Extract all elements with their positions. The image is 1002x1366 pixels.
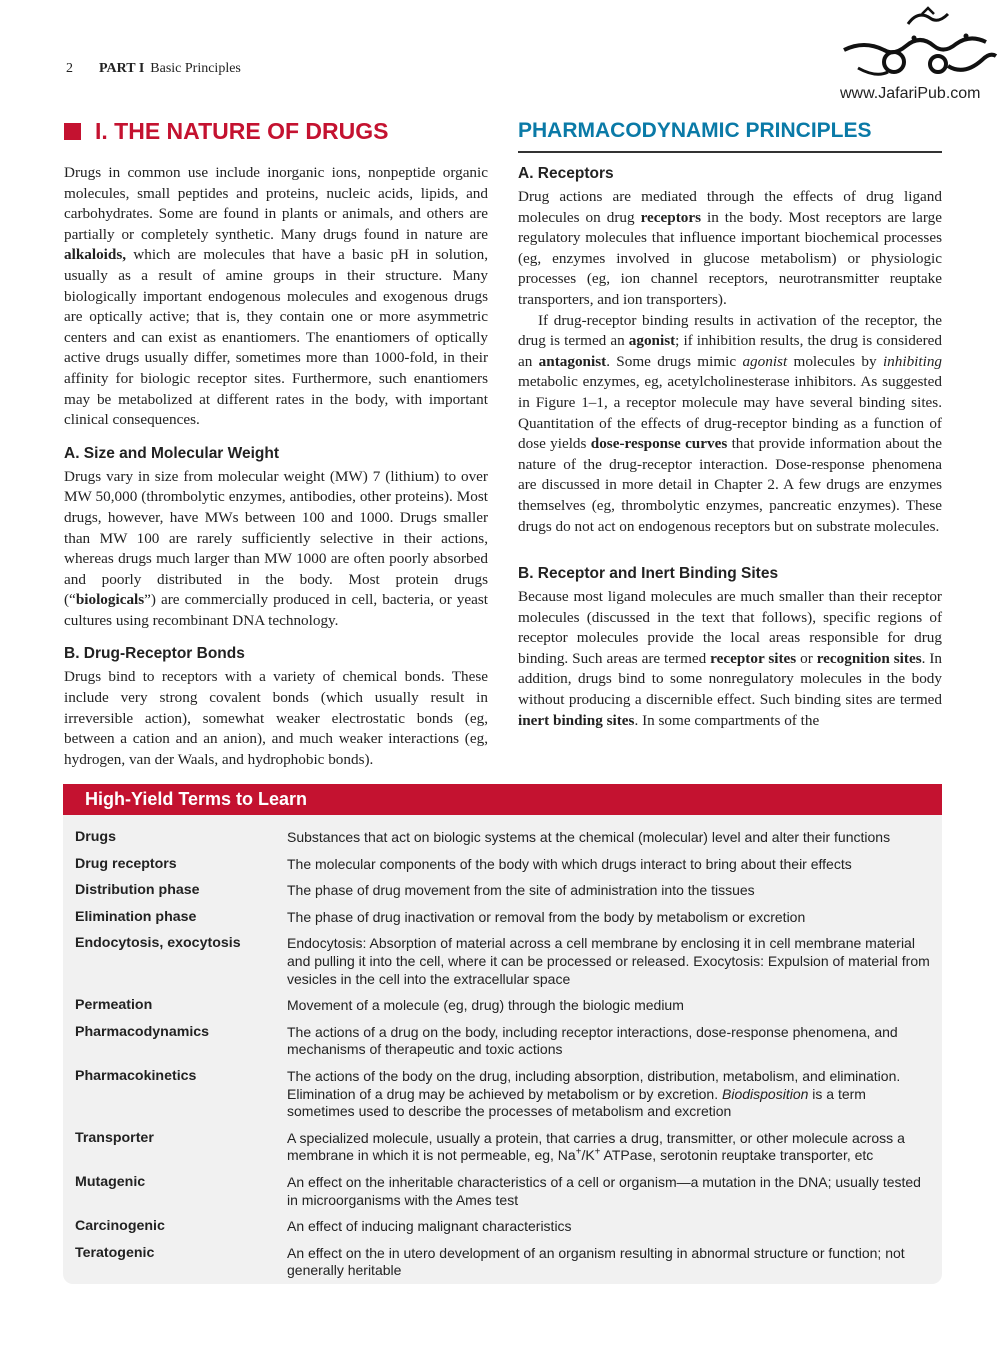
term-definition: The molecular components of the body with which drugs interact to bring about their effects — [287, 855, 852, 872]
term-row — [63, 1024, 942, 1059]
term-definition: The phase of drug movement from the site of administration into the tissues — [287, 882, 755, 899]
page-header — [66, 61, 241, 77]
term-definition: A specialized molecule, usually a protein, that carries a drug, transmitter, or other molecule across a membrane in which it is not permeable, eg, Na+/K+ ATPase, serotonin reuptake transporter, etc — [287, 1129, 905, 1164]
size-weight-paragraph: Drugs vary in size from molecular weight (MW) 7 (lithium) to over MW 50,000 (thrombolytic enzymes, antibodies, other proteins). Most drugs, however, have MWs between 100 and 1000. Drugs smaller than MW 100 are rarely sufficiently selective in their actions, whereas drugs much larger than MW 1000 are often poorly absorbed and poorly distributed in the body. Most protein drugs (“biologicals”) are commercially produced in cell, bacteria, or yeast cultures using recombinant DNA technology. — [64, 467, 488, 629]
term-definition: An effect on the in utero development of an organism resulting in abnormal structure or function; not generally heritable — [287, 1244, 905, 1279]
high-yield-title: High-Yield Terms to Learn — [63, 784, 942, 815]
term-definition: An effect on the inheritable characteristics of a cell or organism—a mutation in the DNA; usually tested in microorganisms with the Ames test — [287, 1173, 921, 1208]
intro-paragraph: Drugs in common use include inorganic ions, nonpeptide organic molecules, small peptides and proteins, nucleic acids, lipids, and carbohydrates. Some are found in plants or animals, and others are partially or completely synthetic. Many drugs found in nature are alkaloids, which are molecules that have a basic pH in solution, usually as a result of amine groups in their structure. Many biologically important endogenous molecules and exogenous drugs are optically active; that is, they contain one or more asymmetric centers and can exist as enantiomers. The enantiomers of optically active drugs usually differ, sometimes more than 1000-fold, in their affinity for biologic receptor sites. Furthermore, such enantiomers may be metabolized at different rates in the body, with important clinical consequences. — [64, 164, 488, 429]
term-definition: An effect of inducing malignant characteristics — [287, 1218, 572, 1235]
term-name: Endocytosis, exocytosis — [75, 935, 241, 952]
term-definition: The phase of drug inactivation or removal from the body by metabolism or excretion — [287, 908, 806, 925]
term-row — [63, 1130, 942, 1165]
high-yield-rows — [63, 815, 942, 1280]
term-name: Teratogenic — [75, 1244, 155, 1261]
part-label: PART I — [99, 61, 145, 76]
subheading-receptors: A. Receptors — [518, 165, 614, 182]
term-name: Pharmacokinetics — [75, 1067, 197, 1084]
subheading-size-weight: A. Size and Molecular Weight — [64, 444, 280, 462]
term-row — [63, 1218, 942, 1236]
term-definition: The actions of the body on the drug, including absorption, distribution, metabolism, and elimination. Elimination of a drug may be achieved by metabolism or by excretion. Biodisposition is a term sometimes used to describe the processes of metabolism and excretion — [287, 1067, 901, 1120]
term-name: Transporter — [75, 1129, 154, 1146]
publisher-logo — [838, 6, 1002, 106]
right-column — [518, 118, 942, 731]
term-definition: Substances that act on biologic systems at the chemical (molecular) level and alter their functions — [287, 829, 891, 845]
page-number: 2 — [66, 61, 73, 76]
term-definition: Movement of a molecule (eg, drug) through the biologic medium — [287, 997, 684, 1014]
binding-sites-paragraph: Because most ligand molecules are much smaller than their receptor molecules (discussed in the text that follows), specific regions of receptor molecules provide the local areas responsible for drug binding. Such areas are termed receptor sites or recognition sites. In addition, drugs bind to some nonregulatory molecules in the body without producing a discernible effect. Such binding sites are termed inert binding sites. In some compartments of the — [518, 588, 943, 729]
subheading-drug-receptor-bonds: B. Drug-Receptor Bonds — [64, 645, 245, 663]
section-title-text: I. THE NATURE OF DRUGS — [95, 118, 389, 144]
term-name: Carcinogenic — [75, 1218, 165, 1235]
term-row — [63, 856, 942, 874]
term-name: Drugs — [75, 829, 116, 845]
term-row — [63, 1068, 942, 1121]
section-title-pharmacodynamic: PHARMACODYNAMIC PRINCIPLES — [518, 118, 942, 153]
term-name: Drug receptors — [75, 855, 177, 872]
term-row — [63, 1174, 942, 1209]
subheading-binding-sites: B. Receptor and Inert Binding Sites — [518, 565, 779, 583]
term-name: Mutagenic — [75, 1173, 146, 1190]
term-row — [63, 997, 942, 1015]
term-row — [63, 1245, 942, 1280]
term-definition: Endocytosis: Absorption of material across a cell membrane by enclosing it in cell membrane material and pulling it into the cell, where it can be processed or released. Exocytosis: Expulsion of material from vesicles in the cell into the extracellular space — [287, 935, 930, 987]
part-title: Basic Principles — [150, 61, 241, 76]
term-row — [63, 882, 942, 900]
section-title-nature-of-drugs — [64, 118, 488, 144]
drug-receptor-bonds-paragraph: Drugs bind to receptors with a variety of chemical bonds. These include very strong covalent bonds (which usually result in irreversible action), somewhat weaker electrostatic bonds (eg, between a cation and an anion), and much weaker interactions (eg, hydrogen, van der Waals, and hydrophobic bonds). — [64, 668, 488, 768]
left-column — [64, 118, 488, 770]
term-definition: The actions of a drug on the body, including receptor interactions, dose-response phenomena, and mechanisms of therapeutic and toxic actions — [287, 1023, 898, 1058]
term-row — [63, 829, 942, 847]
term-name: Distribution phase — [75, 882, 200, 899]
receptors-paragraph-1: Drug actions are mediated through the effects of drug ligand molecules on drug receptors in the body. Most receptors are large regulatory molecules that influence important biochemical processes (eg, enzymes involved in glucose metabolism) or physiologic processes (eg, ion channel receptors, neurotransmitter reuptake transporters, and ion transporters). — [518, 188, 942, 308]
term-row — [63, 909, 942, 927]
red-square-icon — [64, 123, 81, 140]
term-row — [63, 935, 942, 988]
logo-url: www.JafariPub.com — [840, 85, 981, 102]
receptors-paragraph-2: If drug-receptor binding results in activation of the receptor, the drug is termed an agonist; if inhibition results, the drug is considered an antagonist. Some drugs mimic agonist molecules by inhibiting metabolic enzymes, eg, acetylcholinesterase inhibitors. As suggested in Figure 1–1, a receptor molecule may have several binding sites. Quantitation of the effects of drug-receptor binding as a function of dose yields dose-response curves that provide information about the nature of the drug-receptor interaction. Dose-response phenomena are discussed in more detail in Chapter 2. A few drugs are enzymes themselves (eg, thrombolytic enzymes, pancreatic enzymes). These drugs do not act on endogenous receptors but on substrate molecules. — [518, 311, 943, 535]
term-name: Elimination phase — [75, 908, 197, 925]
calligraphy-logo-icon — [838, 6, 1002, 86]
term-name: Pharmacodynamics — [75, 1023, 210, 1040]
term-name: Permeation — [75, 997, 153, 1014]
high-yield-terms-box — [63, 784, 942, 1284]
